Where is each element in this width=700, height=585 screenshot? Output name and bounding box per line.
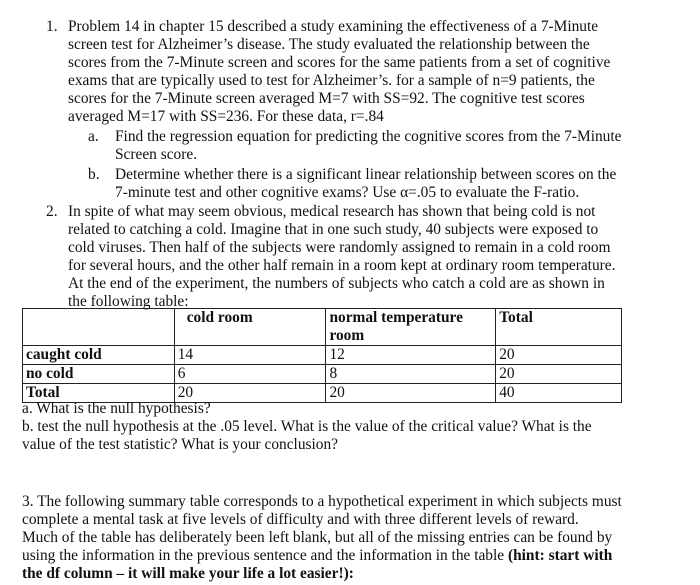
hint-text-continued: the df column – it will make your life a lot easier!): [22, 565, 354, 582]
question-2b [22, 418, 592, 454]
text-line: averaged M=17 with SS=236. For these data, r=.84 [68, 108, 384, 125]
table-row [23, 365, 622, 384]
problem-1-text [68, 18, 648, 126]
table-row [23, 346, 622, 365]
text-line: In spite of what may seem obvious, medical research has shown that being cold is not [68, 203, 596, 220]
table-header-cell: cold room [174, 309, 326, 346]
text-line: At the end of the experiment, the numbers of subjects who catch a cold are as shown in [68, 275, 605, 292]
text-line: related to catching a cold. Imagine that in one such study, 40 subjects were exposed to [68, 221, 599, 238]
table-header-cell: Total [496, 309, 622, 346]
text-line: value of the test statistic? What is your conclusion? [22, 436, 338, 453]
text-line: Problem 14 in chapter 15 described a study examining the effectiveness of a 7-Minute [68, 18, 599, 35]
problem-3-line-text: using the information in the previous sentence and the information in the table [22, 547, 508, 564]
text-line: scores for the 7-Minute screen averaged M=7 with SS=92. The cognitive test scores [68, 90, 585, 107]
subquestion-text [115, 128, 621, 164]
table-cell: 12 [326, 346, 496, 365]
question-2a: a. What is the null hypothesis? [22, 400, 211, 417]
table-header-cell: normal temperature room [326, 309, 496, 346]
table-cell: 14 [174, 346, 326, 365]
problem-2-text [68, 203, 648, 311]
contingency-table [22, 308, 622, 403]
problem-3 [22, 493, 642, 583]
table-header-row [23, 309, 622, 346]
table-cell: 20 [174, 384, 326, 403]
row-label: Total [23, 384, 175, 403]
text-line: Find the regression equation for predicting the cognitive scores from the 7-Minute [115, 128, 622, 145]
row-label: no cold [23, 365, 175, 384]
table-cell: 6 [174, 365, 326, 384]
text-line: the following table: [68, 293, 189, 310]
hint-text: (hint: start with [507, 547, 613, 564]
text-line: complete a mental task at five levels of difficulty and with three different levels of reward. [22, 511, 579, 528]
text-line: Determine whether there is a significant linear relationship between scores on the [115, 166, 617, 183]
problem-1-number: 1. [46, 18, 58, 35]
text-line: b. test the null hypothesis at the .05 level. What is the value of the critical value? What is the [22, 418, 592, 435]
table-cell: 20 [496, 346, 622, 365]
subquestion-text [115, 166, 616, 202]
table-cell: 20 [496, 365, 622, 384]
row-label: caught cold [23, 346, 175, 365]
table-header-cell [23, 309, 175, 346]
text-line: scores from the 7-Minute screen and scores for the same patients from a set of cognitive [68, 54, 611, 71]
text-line: 7-minute test and other cognitive exams? Use α=.05 to evaluate the F-ratio. [115, 184, 580, 201]
text-line [22, 547, 642, 565]
text-line: 3. The following summary table corresponds to a hypothetical experiment in which subjects must [22, 493, 622, 510]
subquestion-label: b. [88, 166, 100, 183]
text-line: exams that are typically used to test for Alzheimer’s. for a sample of n=9 patients, the [68, 72, 595, 89]
table-cell: 20 [326, 384, 496, 403]
text-line: Much of the table has deliberately been left blank, but all of the missing entries can be found by [22, 529, 613, 546]
subquestion-label: a. [88, 128, 99, 145]
text-line: cold viruses. Then half of the subjects were randomly assigned to remain in a cold room [68, 239, 611, 256]
problem-2-number: 2. [46, 203, 58, 220]
table-cell: 40 [496, 384, 622, 403]
text-line: Screen score. [115, 146, 198, 163]
text-line: for several hours, and the other half remain in a room kept at ordinary room temperature. [68, 257, 616, 274]
table-cell: 8 [326, 365, 496, 384]
text-line: screen test for Alzheimer’s disease. The study evaluated the relationship between the [68, 36, 590, 53]
